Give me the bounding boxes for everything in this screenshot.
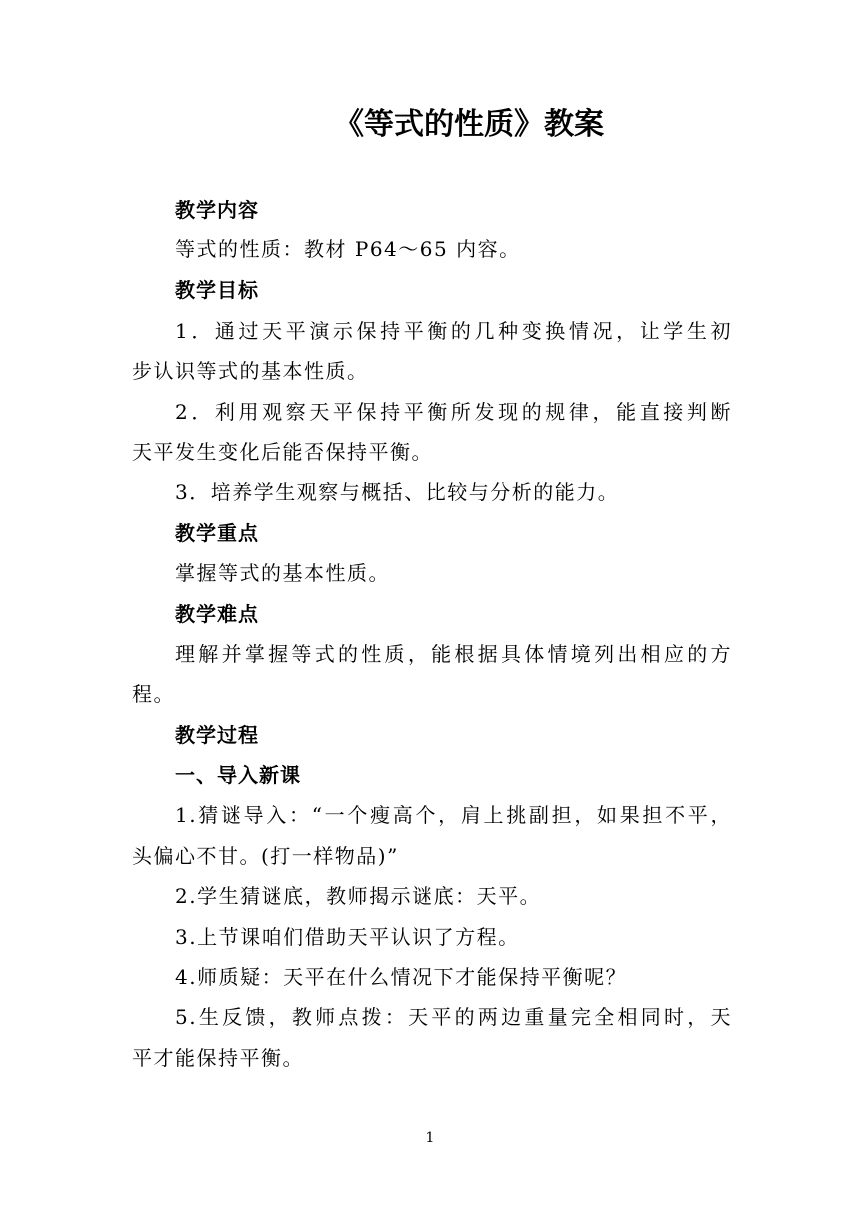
page-number: 1 [425,1130,435,1146]
paragraph-line: 天平发生变化后能否保持平衡。 [132,440,433,464]
heading-teaching-content: 教学内容 [175,198,259,222]
paragraph-line: 2．利用观察天平保持平衡所发现的规律，能直接判断 [175,400,732,424]
paragraph-line: 2.学生猜谜底，教师揭示谜底：天平。 [175,884,542,908]
paragraph-line: 步认识等式的基本性质。 [132,359,369,383]
heading-teaching-goals: 教学目标 [175,278,259,302]
paragraph-line: 掌握等式的基本性质。 [175,561,390,585]
heading-introduction: 一、导入新课 [175,763,301,787]
paragraph-line: 程。 [132,682,175,706]
heading-difficulty: 教学难点 [175,602,259,626]
heading-teaching-process: 教学过程 [175,723,259,747]
paragraph-line: 3.上节课咱们借助天平认识了方程。 [175,925,520,949]
heading-key-point: 教学重点 [175,521,259,545]
paragraph-line: 3．培养学生观察与概括、比较与分析的能力。 [175,480,620,504]
paragraph-line: 1.猜谜导入：“一个瘦高个，肩上挑副担，如果担不平， [175,803,732,827]
paragraph-line: 4.师质疑：天平在什么情况下才能保持平衡呢？ [175,965,628,989]
paragraph-line: 头偏心不甘。(打一样物品)” [132,844,399,868]
paragraph-line: 等式的性质：教材 P64～65 内容。 [175,237,521,261]
document-title: 《等式的性质》教案 [334,107,604,142]
paragraph-line: 平才能保持平衡。 [132,1046,304,1070]
paragraph-line: 1．通过天平演示保持平衡的几种变换情况，让学生初 [175,319,732,343]
paragraph-line: 5.生反馈，教师点拨：天平的两边重量完全相同时，天 [175,1005,732,1029]
paragraph-line: 理解并掌握等式的性质，能根据具体情境列出相应的方 [175,642,732,666]
